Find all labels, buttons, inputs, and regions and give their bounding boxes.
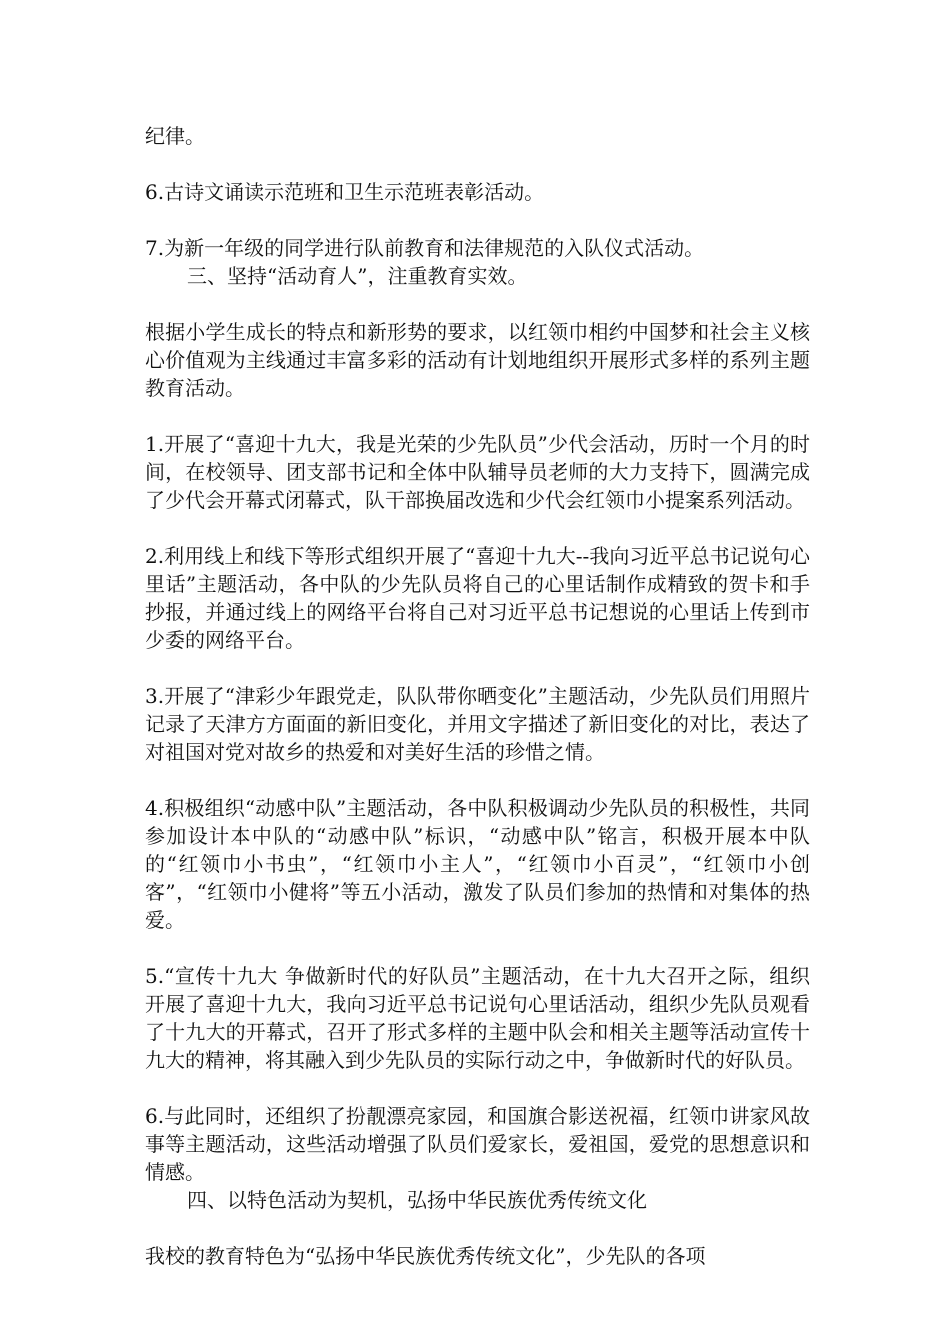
paragraph: 3.开展了“津彩少年跟党走，队队带你晒变化”主题活动，少先队员们用照片记录了天津方方面面的新旧变化，并用文字描述了新旧变化的对比，表达了对祖国对党对故乡的热爱和对美好生活的珍惜之情。 <box>145 684 810 764</box>
paragraph: 5.“宣传十九大 争做新时代的好队员”主题活动，在十九大召开之际，组织开展了喜迎十九大，我向习近平总书记说句心里话活动，组织少先队员观看了十九大的开幕式，召开了形式多样的主题中队会和相关主题等活动宣传十九大的精神，将其融入到少先队员的实际行动之中，争做新时代的好队员。 <box>145 964 810 1072</box>
paragraph: 4.积极组织“动感中队”主题活动，各中队积极调动少先队员的积极性，共同参加设计本中队的“动感中队”标识，“动感中队”铭言，积极开展本中队的“红领巾小书虫”，“红领巾小主人”，“红领巾小百灵”，“红领巾小创客”，“红领巾小健将”等五小活动，激发了队员们参加的热情和对集体的热爱。 <box>145 796 810 932</box>
section-heading: 四、以特色活动为契机，弘扬中华民族优秀传统文化 <box>187 1188 647 1212</box>
paragraph: 1.开展了“喜迎十九大，我是光荣的少先队员”少代会活动，历时一个月的时间，在校领导、团支部书记和全体中队辅导员老师的大力支持下，圆满完成了少代会开幕式闭幕式，队干部换届改选和少代会红领巾小提案系列活动。 <box>145 432 810 512</box>
section-heading: 三、坚持“活动育人”，注重教育实效。 <box>187 264 528 288</box>
paragraph: 我校的教育特色为“弘扬中华民族优秀传统文化”，少先队的各项 <box>145 1244 706 1268</box>
paragraph: 根据小学生成长的特点和新形势的要求，以红领巾相约中国梦和社会主义核心价值观为主线通过丰富多彩的活动有计划地组织开展形式多样的系列主题教育活动。 <box>145 320 810 400</box>
paragraph: 6.与此同时，还组织了扮靓漂亮家园，和国旗合影送祝福，红领巾讲家风故事等主题活动，这些活动增强了队员们爱家长，爱祖国，爱党的思想意识和情感。 <box>145 1104 810 1184</box>
paragraph: 纪律。 <box>145 124 205 148</box>
paragraph: 6.古诗文诵读示范班和卫生示范班表彰活动。 <box>145 180 545 204</box>
paragraph: 2.利用线上和线下等形式组织开展了“喜迎十九大--我向习近平总书记说句心里话”主题活动，各中队的少先队员将自己的心里话制作成精致的贺卡和手抄报，并通过线上的网络平台将自己对习近平总书记想说的心里话上传到市少委的网络平台。 <box>145 544 810 652</box>
paragraph: 7.为新一年级的同学进行队前教育和法律规范的入队仪式活动。 <box>145 236 705 260</box>
document-page <box>145 122 810 1270</box>
